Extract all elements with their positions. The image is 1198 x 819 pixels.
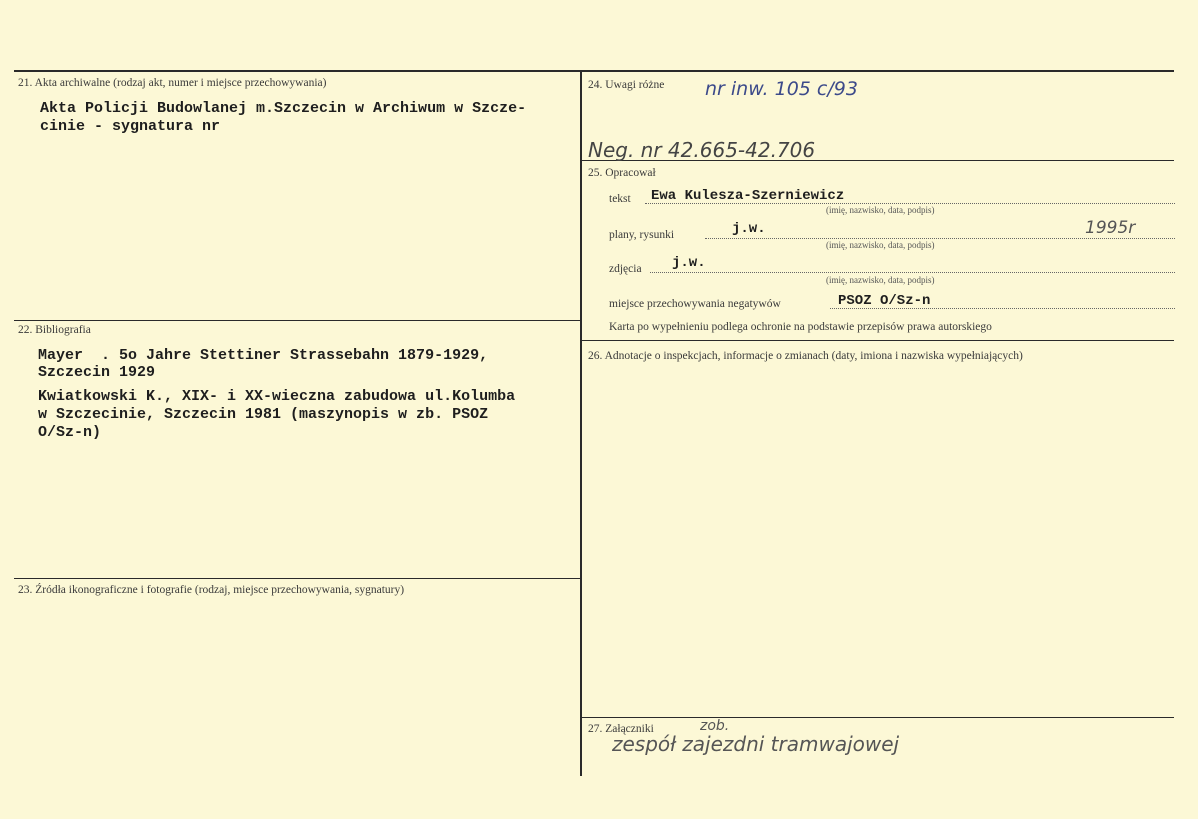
- zdjecia-label: zdjęcia: [609, 263, 642, 275]
- right-divider-26-27: [582, 717, 1174, 718]
- tekst-caption: (imię, nazwisko, data, podpis): [826, 205, 935, 215]
- section-27-label: 27. Załączniki: [588, 723, 654, 735]
- zdjecia-line: [650, 272, 1175, 273]
- section-21-label: 21. Akta archiwalne (rodzaj akt, numer i miejsce przechowywania): [18, 77, 327, 89]
- bibliography-line-1: Mayer . 5o Jahre Stettiner Strassebahn 1879-1929,: [38, 347, 489, 364]
- section-25-label: 25. Opracował: [588, 167, 656, 179]
- negatywy-line: [830, 308, 1175, 309]
- right-divider-25-26: [582, 340, 1174, 341]
- negatywy-label: miejsce przechowywania negatywów: [609, 298, 781, 310]
- tekst-label: tekst: [609, 193, 631, 205]
- bibliography-line-4: w Szczecinie, Szczecin 1981 (maszynopis w zb. PSOZ: [38, 406, 489, 423]
- zdjecia-value: j.w.: [672, 255, 706, 271]
- copyright-note: Karta po wypełnieniu podlega ochronie na podstawie przepisów prawa autorskiego: [609, 321, 992, 333]
- tekst-line: [645, 203, 1175, 204]
- plany-label: plany, rysunki: [609, 229, 675, 241]
- left-divider-22-23: [14, 578, 580, 579]
- inventory-number-handwritten: nr inw. 105 c/93: [705, 78, 858, 100]
- plany-value: j.w.: [732, 221, 766, 237]
- bibliography-line-5: O/Sz-n): [38, 424, 102, 441]
- plany-line: [705, 238, 1175, 239]
- attachments-handwritten: zespół zajezdni tramwajowej: [612, 732, 900, 756]
- zdjecia-caption: (imię, nazwisko, data, podpis): [826, 275, 935, 285]
- bibliography-line-3: Kwiatkowski K., XIX- i XX-wieczna zabudowa ul.Kolumba: [38, 388, 516, 405]
- attachments-see-handwritten: zob.: [700, 718, 730, 734]
- section-21-line-1: Akta Policji Budowlanej m.Szczecin w Archiwum w Szcze-: [40, 100, 527, 117]
- plany-year-handwritten: 1995r: [1085, 218, 1136, 238]
- negative-numbers-handwritten: Neg. nr 42.665-42.706: [588, 138, 816, 162]
- section-23-label: 23. Źródła ikonograficzne i fotografie (rodzaj, miejsce przechowywania, sygnatury): [18, 584, 405, 596]
- section-22-label: 22. Bibliografia: [18, 324, 91, 336]
- top-rule: [14, 70, 1174, 72]
- bibliography-line-2: Szczecin 1929: [38, 364, 156, 381]
- section-21-line-2: cinie - sygnatura nr: [40, 118, 221, 135]
- section-24-label: 24. Uwagi różne: [588, 79, 665, 91]
- plany-caption: (imię, nazwisko, data, podpis): [826, 240, 935, 250]
- tekst-value: Ewa Kulesza-Szerniewicz: [651, 188, 845, 204]
- negatywy-value: PSOZ O/Sz-n: [838, 293, 931, 309]
- left-divider-21-22: [14, 320, 580, 321]
- center-divider: [580, 72, 582, 776]
- section-26-label: 26. Adnotacje o inspekcjach, informacje o zmianach (daty, imiona i nazwiska wypełniających): [588, 350, 1023, 362]
